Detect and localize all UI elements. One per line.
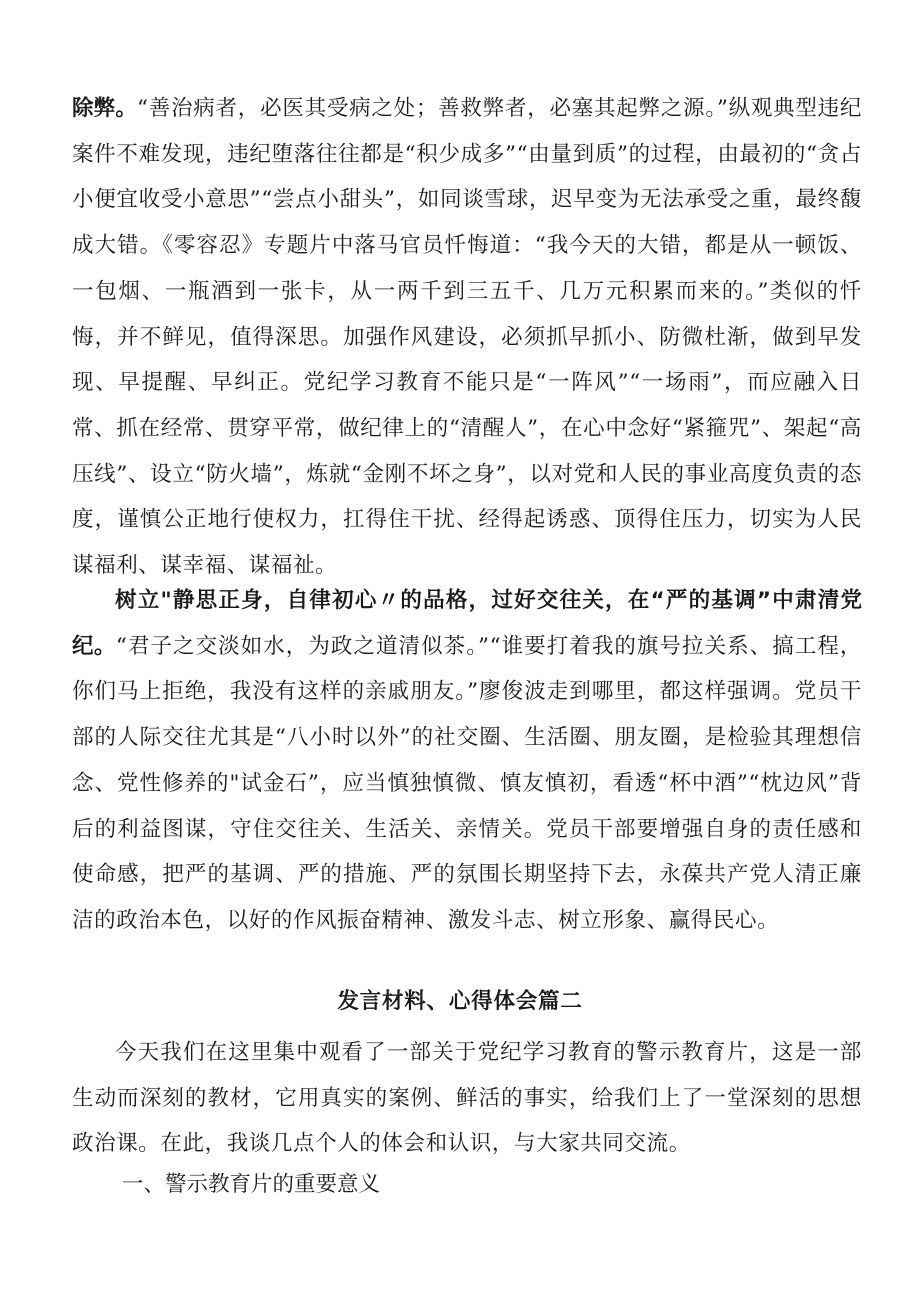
paragraph-lead: 树立"静思正身，自律初心〃的品格，过好交往关，在“严的基调”中肃清党纪。 xyxy=(72,588,862,659)
paragraph-body: “君子之交淡如水，为政之道清似茶。”“谁要打着我的旗号拉关系、搞工程，你们马上拒绝，我没有这样的亲戚朋友。”廖俊波走到哪里，都这样强调。党员干部的人际交往尤其是“八小时以外”的社交圈、生活圈、朋友圈，是检验其理想信念、党性修养的"试金石”，应当慎独慎微、慎友慎初，看透“杯中酒”“枕边风”背后的利益图谋，守住交往关、生活关、亲情关。党员干部要增强自身的责任感和使命感，把严的基调、严的措施、严的氛围长期坚持下去，永葆共产党人清正廉洁的政治本色，以好的作风振奋精神、激发斗志、树立形象、赢得民心。 xyxy=(72,633,862,933)
subheading: 一、警示教育片的重要意义 xyxy=(122,1172,381,1197)
paragraph-lead: 除弊。 xyxy=(72,96,137,121)
paragraph-body: “善治病者，必医其受病之处；善救弊者，必塞其起弊之源。”纵观典型违纪案件不难发现，违纪堕落往往都是“积少成多”“由量到质”的过程，由最初的“贪占小便宜收受小意思”“尝点小甜头”，如同谈雪球，迟早变为无法承受之重，最终馥成大错。《零容忍》专题片中落马官员忏悔道：“我今天的大错，都是从一顿饭、一包烟、一瓶酒到一张卡，从一两千到三五千、几万元积累而来的。”类似的忏悔，并不鲜见，值得深思。加强作风建设，必须抓早抓小、防微杜渐，做到早发现、早提醒、早纠正。党纪学习教育不能只是“一阵风”“一场雨”，而应融入日常、抓在经常、贯穿平常，做纪律上的“清醒人”，在心中念好“紧箍咒”、架起“高压线”、设立“防火墙”，炼就“金刚不坏之身”，以对党和人民的事业高度负责的态度，谨慎公正地行使权力，扛得住干扰、经得起诱惑、顶得住压力，切实为人民谋福利、谋幸福、谋福祉。 xyxy=(72,96,862,579)
intro-paragraph: 今天我们在这里集中观看了一部关于党纪学习教育的警示教育片，这是一部生动而深刻的教材，它用真实的案例、鲜活的事实，给我们上了一堂深刻的思想政治课。在此，我谈几点个人的体会和认识，与大家共同交流。 xyxy=(72,1040,862,1157)
body-paragraph xyxy=(72,86,862,589)
section-title: 发言材料、心得体会篇二 xyxy=(337,989,583,1014)
body-paragraph xyxy=(72,578,862,944)
